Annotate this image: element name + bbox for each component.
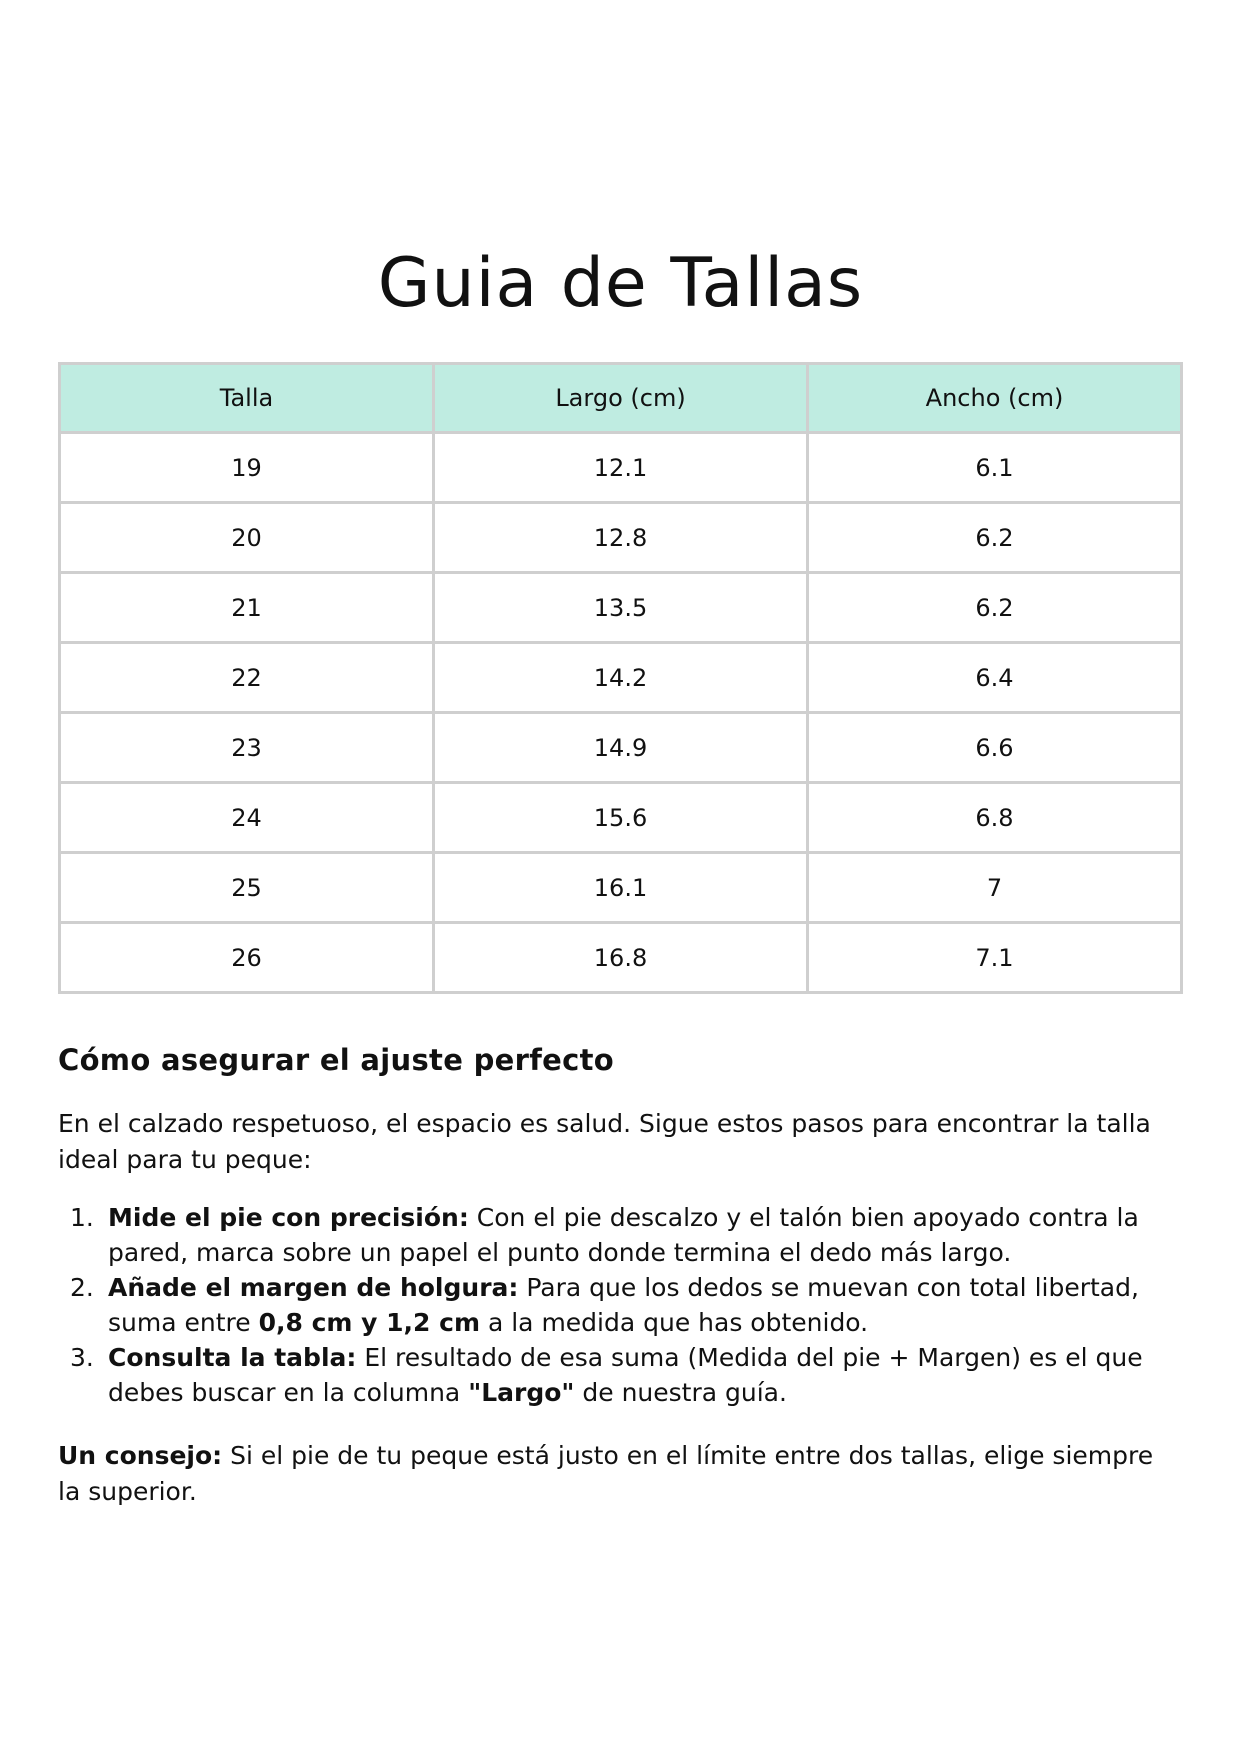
steps-list (58, 1200, 1183, 1410)
step-number: 2. (70, 1273, 94, 1302)
cell-talla: 25 (60, 853, 434, 923)
step-title: Consulta la tabla: (108, 1343, 357, 1372)
page-title: Guia de Tallas (377, 244, 864, 323)
table-row (60, 503, 1182, 573)
cell-ancho: 7 (808, 853, 1182, 923)
step-text: Para que los dedos se muevan con total libertad, suma entre (108, 1273, 1139, 1337)
table-row (60, 573, 1182, 643)
cell-ancho: 7.1 (808, 923, 1182, 993)
table-row (60, 643, 1182, 713)
step-text: de nuestra guía. (574, 1378, 787, 1407)
cell-largo: 14.9 (434, 713, 808, 783)
header-largo: Largo (cm) (434, 364, 808, 433)
cell-ancho: 6.4 (808, 643, 1182, 713)
cell-ancho: 6.8 (808, 783, 1182, 853)
cell-ancho: 6.1 (808, 433, 1182, 503)
list-item (58, 1200, 1183, 1270)
header-ancho: Ancho (cm) (808, 364, 1182, 433)
cell-talla: 23 (60, 713, 434, 783)
cell-largo: 15.6 (434, 783, 808, 853)
section-heading: Cómo asegurar el ajuste perfecto (58, 1043, 614, 1077)
step-text: a la medida que has obtenido. (480, 1308, 869, 1337)
table-row (60, 853, 1182, 923)
tip-paragraph (58, 1438, 1183, 1510)
header-talla: Talla (60, 364, 434, 433)
step-highlight: 0,8 cm y 1,2 cm (258, 1308, 481, 1337)
table-row (60, 713, 1182, 783)
list-item (58, 1340, 1183, 1410)
cell-talla: 26 (60, 923, 434, 993)
table-row (60, 433, 1182, 503)
cell-largo: 16.1 (434, 853, 808, 923)
size-table (58, 362, 1183, 994)
table-row (60, 783, 1182, 853)
cell-talla: 20 (60, 503, 434, 573)
cell-ancho: 6.2 (808, 503, 1182, 573)
tip-label: Un consejo: (58, 1441, 223, 1470)
cell-largo: 12.1 (434, 433, 808, 503)
tip-text: Si el pie de tu peque está justo en el límite entre dos tallas, elige siempre la superior. (58, 1441, 1154, 1506)
intro-paragraph: En el calzado respetuoso, el espacio es salud. Sigue estos pasos para encontrar la talla ideal para tu peque: (58, 1109, 1151, 1174)
cell-ancho: 6.2 (808, 573, 1182, 643)
cell-talla: 22 (60, 643, 434, 713)
cell-talla: 19 (60, 433, 434, 503)
cell-talla: 24 (60, 783, 434, 853)
cell-largo: 14.2 (434, 643, 808, 713)
cell-talla: 21 (60, 573, 434, 643)
cell-largo: 16.8 (434, 923, 808, 993)
step-highlight: "Largo" (468, 1378, 575, 1407)
step-number: 3. (70, 1343, 94, 1372)
cell-ancho: 6.6 (808, 713, 1182, 783)
step-text: El resultado de esa suma (Medida del pie + Margen) es el que debes buscar en la columna (108, 1343, 1143, 1407)
step-text: Con el pie descalzo y el talón bien apoyado contra la pared, marca sobre un papel el punto donde termina el dedo más largo. (108, 1203, 1139, 1267)
step-number: 1. (70, 1203, 94, 1232)
table-row (60, 923, 1182, 993)
cell-largo: 13.5 (434, 573, 808, 643)
cell-largo: 12.8 (434, 503, 808, 573)
table-header-row (60, 364, 1182, 433)
list-item (58, 1270, 1183, 1340)
step-title: Añade el margen de holgura: (108, 1273, 519, 1302)
step-title: Mide el pie con precisión: (108, 1203, 469, 1232)
